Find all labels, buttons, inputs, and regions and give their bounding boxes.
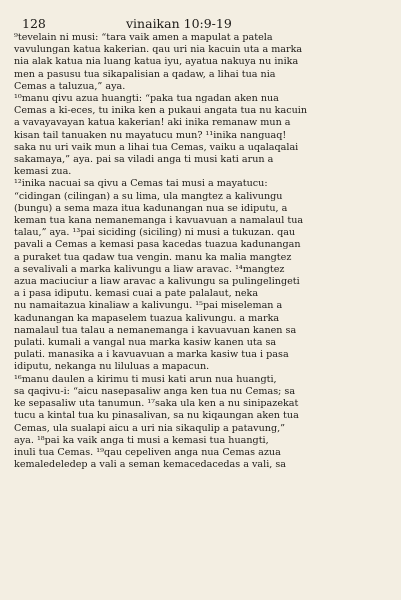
text-line: vavulungan katua kakerian. qau uri nia kacuin uta a marka bbox=[14, 44, 303, 56]
text-line: ke sepasaliw uta tanumun. ¹⁷saka ula ken a nu sinipazekat bbox=[14, 398, 299, 410]
text-line: saka nu uri vaik mun a lihai tua Cemas, vaiku a uqalaqalai bbox=[14, 141, 299, 153]
text-line: kemasi zua. bbox=[14, 166, 72, 178]
text-line: a i pasa idiputu. kemasi cuai a pate palalaut, neka bbox=[14, 288, 259, 300]
text-line: sakamaya,” aya. pai sa viladi anga ti musi kati arun a bbox=[14, 154, 274, 166]
text-line: pulati. manasika a i kavuavuan a marka kasiw tua i pasa bbox=[14, 349, 289, 361]
text-line: tucu a kintal tua ku pinasalivan, sa nu kiqaungan aken tua bbox=[14, 410, 299, 422]
text-line: ⁹tevelain ni musi: “tara vaik amen a mapulat a patela bbox=[14, 32, 273, 43]
text-line: ¹²inika nacuai sa qivu a Cemas tai musi a mayatucu: bbox=[14, 178, 268, 190]
text-line: kisan tail tanuaken nu mayatucu mun? ¹¹inika nanguaq! bbox=[14, 129, 287, 141]
page-header bbox=[14, 10, 387, 32]
text-line: kemaledeledep a vali a seman kemacedacedas a vali, sa bbox=[14, 459, 287, 471]
text-line: “cidingan (cilingan) a su lima, ula mangtez a kalivungu bbox=[14, 190, 283, 202]
text-line: talau,” aya. ¹³pai siciding (siciling) ni musi a tukuzan. qau bbox=[14, 227, 296, 239]
text-line: idiputu, nekanga nu liluluas a mapacun. bbox=[14, 361, 210, 373]
text-line: (bungu) a sema maza itua kadunangan nua se idiputu, a bbox=[14, 202, 288, 214]
text-line: keman tua kana nemanemanga i kavuavuan a namalaul tua bbox=[14, 215, 304, 227]
text-line: nu namaitazua kinaliaw a kalivungu. ¹⁵pai miseleman a bbox=[14, 300, 283, 312]
text-line: pavali a Cemas a kemasi pasa kacedas tuazua kadunangan bbox=[14, 239, 301, 251]
text-line: a sevalivali a marka kalivungu a liaw aravac. ¹⁴mangtez bbox=[14, 263, 285, 275]
text-line: Cemas, ula sualapi aicu a uri nia sikaqulip a patavung,” bbox=[14, 422, 286, 434]
body-text bbox=[14, 32, 387, 471]
text-line: Cemas a taluzua,” aya. bbox=[14, 80, 126, 92]
text-line: sa qaqivu-i: “aicu nasepasaliw anga ken tua nu Cemas; sa bbox=[14, 385, 296, 397]
text-line: namalaul tua talau a nemanemanga i kavuavuan kanen sa bbox=[14, 324, 297, 336]
text-line: men a pasusu tua sikapalisian a qadaw, a lihai tua nia bbox=[14, 68, 276, 80]
text-line: aya. ¹⁸pai ka vaik anga ti musi a kemasi tua huangti, bbox=[14, 434, 269, 446]
text-line: Cemas a ki-eces, tu inika ken a pukaui angata tua nu kacuin bbox=[14, 105, 307, 117]
text-line: pulati. kumali a vangal nua marka kasiw kanen uta sa bbox=[14, 337, 277, 349]
text-line: inuli tua Cemas. ¹⁹qau cepeliven anga nua Cemas azua bbox=[14, 446, 281, 458]
text-line: kadunangan ka mapaselem tuazua kalivungu. a marka bbox=[14, 312, 280, 324]
text-line: ¹⁰manu qivu azua huangti: “paka tua ngadan aken nua bbox=[14, 93, 279, 105]
text-line: ¹⁶manu daulen a kirimu ti musi kati arun nua huangti, bbox=[14, 373, 277, 385]
running-title: vinaikan 10:9-19 bbox=[126, 16, 232, 31]
page-number: 128 bbox=[22, 16, 46, 31]
text-line: a puraket tua qadaw tua vengin. manu ka malia mangtez bbox=[14, 251, 292, 263]
text-line: nia alak katua nia luang katua iyu, ayatua nakuya nu inika bbox=[14, 56, 299, 68]
text-line: azua maciuciur a liaw aravac a kalivungu sa pulingelingeti bbox=[14, 276, 300, 288]
text-line: a vavayavayan katua kakerian! aki inika remanaw mun a bbox=[14, 117, 291, 129]
